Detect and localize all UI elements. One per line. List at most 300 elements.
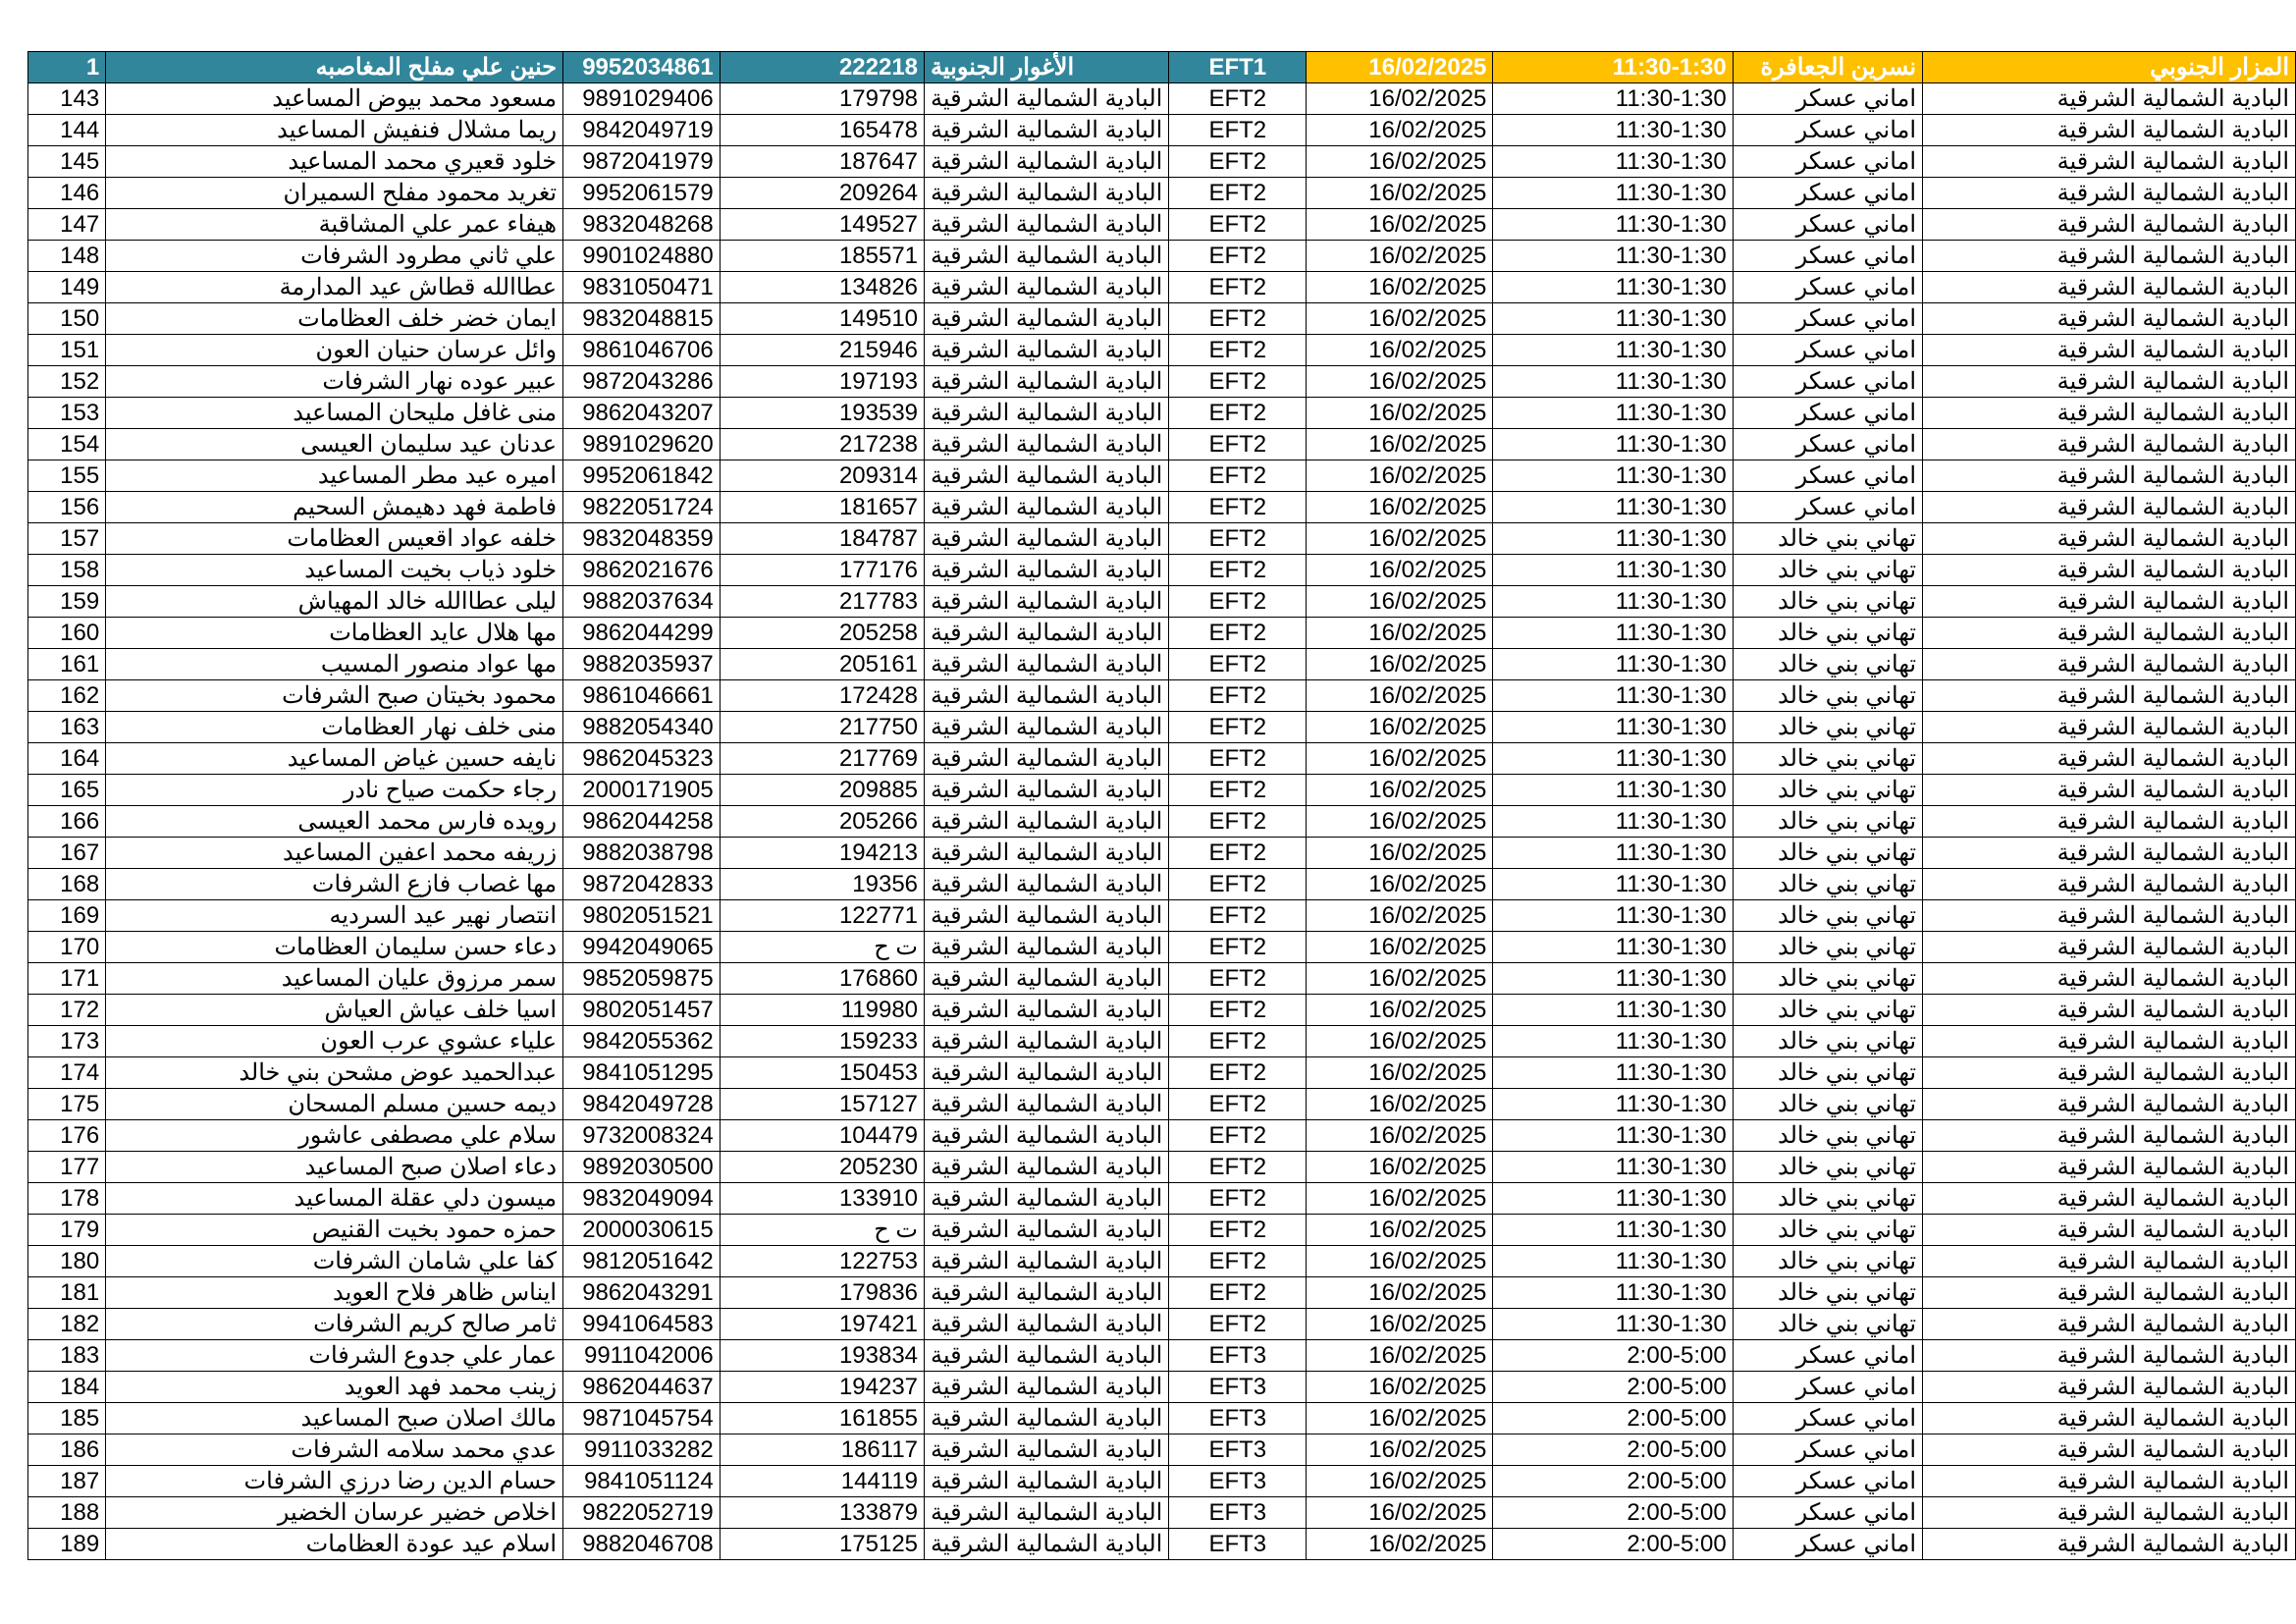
name-cell: حسام الدين رضا درزي الشرفات <box>106 1466 563 1497</box>
table-row <box>28 712 2296 743</box>
national-id-cell: 9911033282 <box>563 1435 721 1466</box>
serial-number-cell: 185 <box>28 1403 106 1435</box>
session-cell: EFT2 <box>1169 460 1307 492</box>
date-cell: 16/02/2025 <box>1307 586 1493 618</box>
national-id-cell: 9941064583 <box>563 1309 721 1340</box>
national-id-cell: 9732008324 <box>563 1120 721 1152</box>
serial-number-cell: 166 <box>28 806 106 838</box>
session-cell: EFT2 <box>1169 1026 1307 1057</box>
time-cell: 11:30-1:30 <box>1493 146 1733 178</box>
name-cell: عدي محمد سلامه الشرفات <box>106 1435 563 1466</box>
name-cell: مها هلال عايد العظامات <box>106 618 563 649</box>
header-national-id-cell: 9952034861 <box>563 52 721 83</box>
table-row <box>28 146 2296 178</box>
supervisor-cell: تهاني بني خالد <box>1733 1152 1922 1183</box>
student-id-cell: 179836 <box>720 1277 924 1309</box>
date-cell: 16/02/2025 <box>1307 1403 1493 1435</box>
table-row <box>28 1246 2296 1277</box>
directorate-cell: البادية الشمالية الشرقية <box>925 1246 1169 1277</box>
supervisor-cell: تهاني بني خالد <box>1733 586 1922 618</box>
table-row <box>28 900 2296 932</box>
date-cell: 16/02/2025 <box>1307 1152 1493 1183</box>
name-cell: حمزه حمود بخيت القنيص <box>106 1215 563 1246</box>
region-cell: البادية الشمالية الشرقية <box>1923 1183 2296 1215</box>
time-cell: 11:30-1:30 <box>1493 1277 1733 1309</box>
student-id-cell: 197421 <box>720 1309 924 1340</box>
region-cell: البادية الشمالية الشرقية <box>1923 366 2296 398</box>
table-row <box>28 115 2296 146</box>
serial-number-cell: 174 <box>28 1057 106 1089</box>
region-cell: البادية الشمالية الشرقية <box>1923 995 2296 1026</box>
table-row <box>28 586 2296 618</box>
directorate-cell: البادية الشمالية الشرقية <box>925 963 1169 995</box>
date-cell: 16/02/2025 <box>1307 1183 1493 1215</box>
directorate-cell: البادية الشمالية الشرقية <box>925 460 1169 492</box>
table-row <box>28 1529 2296 1560</box>
national-id-cell: 9822051724 <box>563 492 721 523</box>
supervisor-cell: تهاني بني خالد <box>1733 963 1922 995</box>
directorate-cell: البادية الشمالية الشرقية <box>925 743 1169 775</box>
date-cell: 16/02/2025 <box>1307 838 1493 869</box>
national-id-cell: 9901024880 <box>563 241 721 272</box>
time-cell: 11:30-1:30 <box>1493 1026 1733 1057</box>
directorate-cell: البادية الشمالية الشرقية <box>925 1529 1169 1560</box>
serial-number-cell: 183 <box>28 1340 106 1372</box>
table-row <box>28 995 2296 1026</box>
student-id-cell: 209314 <box>720 460 924 492</box>
supervisor-cell: تهاني بني خالد <box>1733 932 1922 963</box>
serial-number-cell: 158 <box>28 555 106 586</box>
session-cell: EFT2 <box>1169 869 1307 900</box>
time-cell: 11:30-1:30 <box>1493 335 1733 366</box>
directorate-cell: البادية الشمالية الشرقية <box>925 1403 1169 1435</box>
region-cell: البادية الشمالية الشرقية <box>1923 1026 2296 1057</box>
name-cell: اخلاص خضير عرسان الخضير <box>106 1497 563 1529</box>
serial-number-cell: 180 <box>28 1246 106 1277</box>
date-cell: 16/02/2025 <box>1307 492 1493 523</box>
supervisor-cell: تهاني بني خالد <box>1733 1246 1922 1277</box>
serial-number-cell: 148 <box>28 241 106 272</box>
directorate-cell: البادية الشمالية الشرقية <box>925 178 1169 209</box>
directorate-cell: البادية الشمالية الشرقية <box>925 838 1169 869</box>
national-id-cell: 9882054340 <box>563 712 721 743</box>
supervisor-cell: اماني عسكر <box>1733 241 1922 272</box>
serial-number-cell: 160 <box>28 618 106 649</box>
name-cell: اسيا خلف عياش العياش <box>106 995 563 1026</box>
supervisor-cell: تهاني بني خالد <box>1733 1215 1922 1246</box>
name-cell: مالك اصلان صبح المساعيد <box>106 1403 563 1435</box>
student-id-cell: 177176 <box>720 555 924 586</box>
student-id-cell: 150453 <box>720 1057 924 1089</box>
student-id-cell: 215946 <box>720 335 924 366</box>
national-id-cell: 9832048268 <box>563 209 721 241</box>
supervisor-cell: تهاني بني خالد <box>1733 712 1922 743</box>
serial-number-cell: 171 <box>28 963 106 995</box>
directorate-cell: البادية الشمالية الشرقية <box>925 1089 1169 1120</box>
supervisor-cell: اماني عسكر <box>1733 1340 1922 1372</box>
directorate-cell: البادية الشمالية الشرقية <box>925 523 1169 555</box>
date-cell: 16/02/2025 <box>1307 1120 1493 1152</box>
date-cell: 16/02/2025 <box>1307 83 1493 115</box>
session-cell: EFT3 <box>1169 1403 1307 1435</box>
serial-number-cell: 177 <box>28 1152 106 1183</box>
region-cell: البادية الشمالية الشرقية <box>1923 1403 2296 1435</box>
time-cell: 11:30-1:30 <box>1493 963 1733 995</box>
supervisor-cell: اماني عسكر <box>1733 146 1922 178</box>
name-cell: علياء عشوي عرب العون <box>106 1026 563 1057</box>
supervisor-cell: اماني عسكر <box>1733 1497 1922 1529</box>
directorate-cell: البادية الشمالية الشرقية <box>925 1340 1169 1372</box>
serial-number-cell: 172 <box>28 995 106 1026</box>
table-row <box>28 555 2296 586</box>
region-cell: البادية الشمالية الشرقية <box>1923 1372 2296 1403</box>
time-cell: 11:30-1:30 <box>1493 618 1733 649</box>
serial-number-cell: 187 <box>28 1466 106 1497</box>
directorate-cell: البادية الشمالية الشرقية <box>925 869 1169 900</box>
time-cell: 11:30-1:30 <box>1493 900 1733 932</box>
time-cell: 11:30-1:30 <box>1493 115 1733 146</box>
table-row <box>28 680 2296 712</box>
national-id-cell: 9892030500 <box>563 1152 721 1183</box>
name-cell: تغريد محمود مفلح السميران <box>106 178 563 209</box>
serial-number-cell: 144 <box>28 115 106 146</box>
session-cell: EFT3 <box>1169 1497 1307 1529</box>
national-id-cell: 9862045323 <box>563 743 721 775</box>
serial-number-cell: 156 <box>28 492 106 523</box>
time-cell: 11:30-1:30 <box>1493 429 1733 460</box>
session-cell: EFT3 <box>1169 1435 1307 1466</box>
region-cell: البادية الشمالية الشرقية <box>1923 178 2296 209</box>
date-cell: 16/02/2025 <box>1307 1026 1493 1057</box>
name-cell: خلود قعيري محمد المساعيد <box>106 146 563 178</box>
region-cell: البادية الشمالية الشرقية <box>1923 1435 2296 1466</box>
student-id-cell: 205258 <box>720 618 924 649</box>
session-cell: EFT2 <box>1169 1246 1307 1277</box>
national-id-cell: 9882046708 <box>563 1529 721 1560</box>
session-cell: EFT3 <box>1169 1340 1307 1372</box>
name-cell: خلفه عواد اقعيس العظامات <box>106 523 563 555</box>
table-row <box>28 366 2296 398</box>
name-cell: دعاء حسن سليمان العظامات <box>106 932 563 963</box>
supervisor-cell: تهاني بني خالد <box>1733 900 1922 932</box>
directorate-cell: البادية الشمالية الشرقية <box>925 680 1169 712</box>
table-row <box>28 1026 2296 1057</box>
name-cell: محمود بخيتان صبح الشرفات <box>106 680 563 712</box>
table-row <box>28 775 2296 806</box>
student-id-cell: 159233 <box>720 1026 924 1057</box>
national-id-cell: 9832048815 <box>563 303 721 335</box>
session-cell: EFT2 <box>1169 303 1307 335</box>
session-cell: EFT2 <box>1169 523 1307 555</box>
table-row <box>28 1120 2296 1152</box>
name-cell: ريما مشلال فنفيش المساعيد <box>106 115 563 146</box>
name-cell: ميسون دلي عقلة المساعيد <box>106 1183 563 1215</box>
serial-number-cell: 182 <box>28 1309 106 1340</box>
serial-number-cell: 163 <box>28 712 106 743</box>
region-cell: البادية الشمالية الشرقية <box>1923 460 2296 492</box>
student-id-cell: 176860 <box>720 963 924 995</box>
session-cell: EFT3 <box>1169 1529 1307 1560</box>
national-id-cell: 9832049094 <box>563 1183 721 1215</box>
time-cell: 11:30-1:30 <box>1493 1309 1733 1340</box>
time-cell: 11:30-1:30 <box>1493 712 1733 743</box>
date-cell: 16/02/2025 <box>1307 1277 1493 1309</box>
national-id-cell: 9842055362 <box>563 1026 721 1057</box>
table-row <box>28 838 2296 869</box>
date-cell: 16/02/2025 <box>1307 460 1493 492</box>
directorate-cell: البادية الشمالية الشرقية <box>925 806 1169 838</box>
name-cell: علي ثاني مطرود الشرفات <box>106 241 563 272</box>
student-id-cell: 157127 <box>720 1089 924 1120</box>
session-cell: EFT2 <box>1169 995 1307 1026</box>
session-cell: EFT2 <box>1169 775 1307 806</box>
student-id-cell: 19356 <box>720 869 924 900</box>
serial-number-cell: 181 <box>28 1277 106 1309</box>
student-id-cell: 181657 <box>720 492 924 523</box>
name-cell: ايمان خضر خلف العظامات <box>106 303 563 335</box>
time-cell: 11:30-1:30 <box>1493 1183 1733 1215</box>
region-cell: البادية الشمالية الشرقية <box>1923 680 2296 712</box>
session-cell: EFT2 <box>1169 1183 1307 1215</box>
serial-number-cell: 164 <box>28 743 106 775</box>
name-cell: عمار علي جدوع الشرفات <box>106 1340 563 1372</box>
directorate-cell: البادية الشمالية الشرقية <box>925 712 1169 743</box>
table-row <box>28 241 2296 272</box>
time-cell: 11:30-1:30 <box>1493 241 1733 272</box>
national-id-cell: 2000030615 <box>563 1215 721 1246</box>
name-cell: دعاء اصلان صبح المساعيد <box>106 1152 563 1183</box>
serial-number-cell: 154 <box>28 429 106 460</box>
date-cell: 16/02/2025 <box>1307 523 1493 555</box>
national-id-cell: 9831050471 <box>563 272 721 303</box>
table-row <box>28 806 2296 838</box>
student-id-cell: 104479 <box>720 1120 924 1152</box>
serial-number-cell: 178 <box>28 1183 106 1215</box>
directorate-cell: البادية الشمالية الشرقية <box>925 900 1169 932</box>
name-cell: رجاء حكمت صياح نادر <box>106 775 563 806</box>
national-id-cell: 9891029406 <box>563 83 721 115</box>
region-cell: البادية الشمالية الشرقية <box>1923 83 2296 115</box>
supervisor-cell: اماني عسكر <box>1733 209 1922 241</box>
time-cell: 11:30-1:30 <box>1493 995 1733 1026</box>
date-cell: 16/02/2025 <box>1307 366 1493 398</box>
time-cell: 2:00-5:00 <box>1493 1497 1733 1529</box>
student-id-cell: 205266 <box>720 806 924 838</box>
student-id-cell: 185571 <box>720 241 924 272</box>
supervisor-cell: اماني عسكر <box>1733 429 1922 460</box>
session-cell: EFT2 <box>1169 1152 1307 1183</box>
supervisor-cell: تهاني بني خالد <box>1733 680 1922 712</box>
supervisor-cell: تهاني بني خالد <box>1733 1089 1922 1120</box>
student-id-cell: 161855 <box>720 1403 924 1435</box>
session-cell: EFT2 <box>1169 429 1307 460</box>
directorate-cell: البادية الشمالية الشرقية <box>925 775 1169 806</box>
region-cell: البادية الشمالية الشرقية <box>1923 1215 2296 1246</box>
region-cell: البادية الشمالية الشرقية <box>1923 1246 2296 1277</box>
date-cell: 16/02/2025 <box>1307 555 1493 586</box>
table-row <box>28 1466 2296 1497</box>
region-cell: البادية الشمالية الشرقية <box>1923 1466 2296 1497</box>
time-cell: 11:30-1:30 <box>1493 1215 1733 1246</box>
time-cell: 11:30-1:30 <box>1493 680 1733 712</box>
time-cell: 11:30-1:30 <box>1493 586 1733 618</box>
table-row <box>28 209 2296 241</box>
date-cell: 16/02/2025 <box>1307 1246 1493 1277</box>
region-cell: البادية الشمالية الشرقية <box>1923 838 2296 869</box>
student-id-cell: 122771 <box>720 900 924 932</box>
supervisor-cell: اماني عسكر <box>1733 1435 1922 1466</box>
session-cell: EFT2 <box>1169 209 1307 241</box>
national-id-cell: 9862043291 <box>563 1277 721 1309</box>
session-cell: EFT2 <box>1169 649 1307 680</box>
student-id-cell: 187647 <box>720 146 924 178</box>
time-cell: 11:30-1:30 <box>1493 178 1733 209</box>
header-name-cell: حنين علي مفلح المغاصبه <box>106 52 563 83</box>
time-cell: 11:30-1:30 <box>1493 775 1733 806</box>
student-id-cell: 175125 <box>720 1529 924 1560</box>
serial-number-cell: 176 <box>28 1120 106 1152</box>
student-id-cell: 217769 <box>720 743 924 775</box>
supervisor-cell: تهاني بني خالد <box>1733 869 1922 900</box>
serial-number-cell: 168 <box>28 869 106 900</box>
session-cell: EFT2 <box>1169 1215 1307 1246</box>
name-cell: اسلام عيد عودة العظامات <box>106 1529 563 1560</box>
national-id-cell: 9862021676 <box>563 555 721 586</box>
student-id-cell: 197193 <box>720 366 924 398</box>
supervisor-cell: تهاني بني خالد <box>1733 1026 1922 1057</box>
date-cell: 16/02/2025 <box>1307 1057 1493 1089</box>
national-id-cell: 9852059875 <box>563 963 721 995</box>
name-cell: ليلى عطاالله خالد المهياش <box>106 586 563 618</box>
time-cell: 2:00-5:00 <box>1493 1403 1733 1435</box>
national-id-cell: 9802051521 <box>563 900 721 932</box>
region-cell: البادية الشمالية الشرقية <box>1923 115 2296 146</box>
region-cell: البادية الشمالية الشرقية <box>1923 963 2296 995</box>
supervisor-cell: اماني عسكر <box>1733 366 1922 398</box>
time-cell: 11:30-1:30 <box>1493 272 1733 303</box>
supervisor-cell: تهاني بني خالد <box>1733 1309 1922 1340</box>
student-id-cell: 133879 <box>720 1497 924 1529</box>
table-row <box>28 649 2296 680</box>
header-time-cell: 11:30-1:30 <box>1493 52 1733 83</box>
national-id-cell: 9871045754 <box>563 1403 721 1435</box>
date-cell: 16/02/2025 <box>1307 712 1493 743</box>
directorate-cell: البادية الشمالية الشرقية <box>925 1497 1169 1529</box>
table-row <box>28 1152 2296 1183</box>
date-cell: 16/02/2025 <box>1307 146 1493 178</box>
directorate-cell: البادية الشمالية الشرقية <box>925 1466 1169 1497</box>
session-cell: EFT2 <box>1169 932 1307 963</box>
serial-number-cell: 179 <box>28 1215 106 1246</box>
supervisor-cell: تهاني بني خالد <box>1733 649 1922 680</box>
serial-number-cell: 152 <box>28 366 106 398</box>
date-cell: 16/02/2025 <box>1307 1466 1493 1497</box>
table-row <box>28 178 2296 209</box>
student-id-cell: 193834 <box>720 1340 924 1372</box>
national-id-cell: 9862043207 <box>563 398 721 429</box>
table-row <box>28 1089 2296 1120</box>
student-id-cell: 193539 <box>720 398 924 429</box>
region-cell: البادية الشمالية الشرقية <box>1923 1340 2296 1372</box>
student-id-cell: 179798 <box>720 83 924 115</box>
time-cell: 11:30-1:30 <box>1493 869 1733 900</box>
directorate-cell: البادية الشمالية الشرقية <box>925 1183 1169 1215</box>
table-row <box>28 272 2296 303</box>
supervisor-cell: اماني عسكر <box>1733 115 1922 146</box>
date-cell: 16/02/2025 <box>1307 335 1493 366</box>
time-cell: 11:30-1:30 <box>1493 366 1733 398</box>
table-row <box>28 1215 2296 1246</box>
directorate-cell: البادية الشمالية الشرقية <box>925 83 1169 115</box>
date-cell: 16/02/2025 <box>1307 869 1493 900</box>
table-row <box>28 1309 2296 1340</box>
directorate-cell: البادية الشمالية الشرقية <box>925 1277 1169 1309</box>
directorate-cell: البادية الشمالية الشرقية <box>925 429 1169 460</box>
name-cell: مسعود محمد بيوض المساعيد <box>106 83 563 115</box>
supervisor-cell: تهاني بني خالد <box>1733 555 1922 586</box>
schedule-table <box>27 51 2296 1560</box>
name-cell: سلام علي مصطفى عاشور <box>106 1120 563 1152</box>
name-cell: انتصار نهير عيد السرديه <box>106 900 563 932</box>
student-id-cell: 149527 <box>720 209 924 241</box>
region-cell: البادية الشمالية الشرقية <box>1923 146 2296 178</box>
time-cell: 11:30-1:30 <box>1493 1057 1733 1089</box>
session-cell: EFT3 <box>1169 1466 1307 1497</box>
directorate-cell: البادية الشمالية الشرقية <box>925 932 1169 963</box>
session-cell: EFT2 <box>1169 146 1307 178</box>
supervisor-cell: تهاني بني خالد <box>1733 523 1922 555</box>
table-row <box>28 1403 2296 1435</box>
session-cell: EFT2 <box>1169 241 1307 272</box>
table-row <box>28 1497 2296 1529</box>
region-cell: البادية الشمالية الشرقية <box>1923 1057 2296 1089</box>
name-cell: رويده فارس محمد العيسى <box>106 806 563 838</box>
session-cell: EFT2 <box>1169 586 1307 618</box>
date-cell: 16/02/2025 <box>1307 1089 1493 1120</box>
supervisor-cell: اماني عسكر <box>1733 1529 1922 1560</box>
name-cell: منى غافل مليحان المساعيد <box>106 398 563 429</box>
table-row <box>28 1183 2296 1215</box>
student-id-cell: ت ح <box>720 932 924 963</box>
region-cell: البادية الشمالية الشرقية <box>1923 209 2296 241</box>
directorate-cell: البادية الشمالية الشرقية <box>925 1435 1169 1466</box>
date-cell: 16/02/2025 <box>1307 115 1493 146</box>
time-cell: 2:00-5:00 <box>1493 1435 1733 1466</box>
national-id-cell: 9861046706 <box>563 335 721 366</box>
national-id-cell: 9832048359 <box>563 523 721 555</box>
national-id-cell: 9861046661 <box>563 680 721 712</box>
date-cell: 16/02/2025 <box>1307 398 1493 429</box>
student-id-cell: 165478 <box>720 115 924 146</box>
student-id-cell: 119980 <box>720 995 924 1026</box>
supervisor-cell: اماني عسكر <box>1733 492 1922 523</box>
table-row <box>28 492 2296 523</box>
supervisor-cell: تهاني بني خالد <box>1733 743 1922 775</box>
directorate-cell: البادية الشمالية الشرقية <box>925 492 1169 523</box>
time-cell: 11:30-1:30 <box>1493 1089 1733 1120</box>
serial-number-cell: 149 <box>28 272 106 303</box>
supervisor-cell: اماني عسكر <box>1733 178 1922 209</box>
student-id-cell: 217750 <box>720 712 924 743</box>
directorate-cell: البادية الشمالية الشرقية <box>925 618 1169 649</box>
session-cell: EFT3 <box>1169 1372 1307 1403</box>
national-id-cell: 9872042833 <box>563 869 721 900</box>
national-id-cell: 9882037634 <box>563 586 721 618</box>
serial-number-cell: 167 <box>28 838 106 869</box>
time-cell: 11:30-1:30 <box>1493 303 1733 335</box>
date-cell: 16/02/2025 <box>1307 680 1493 712</box>
header-date-cell: 16/02/2025 <box>1307 52 1493 83</box>
